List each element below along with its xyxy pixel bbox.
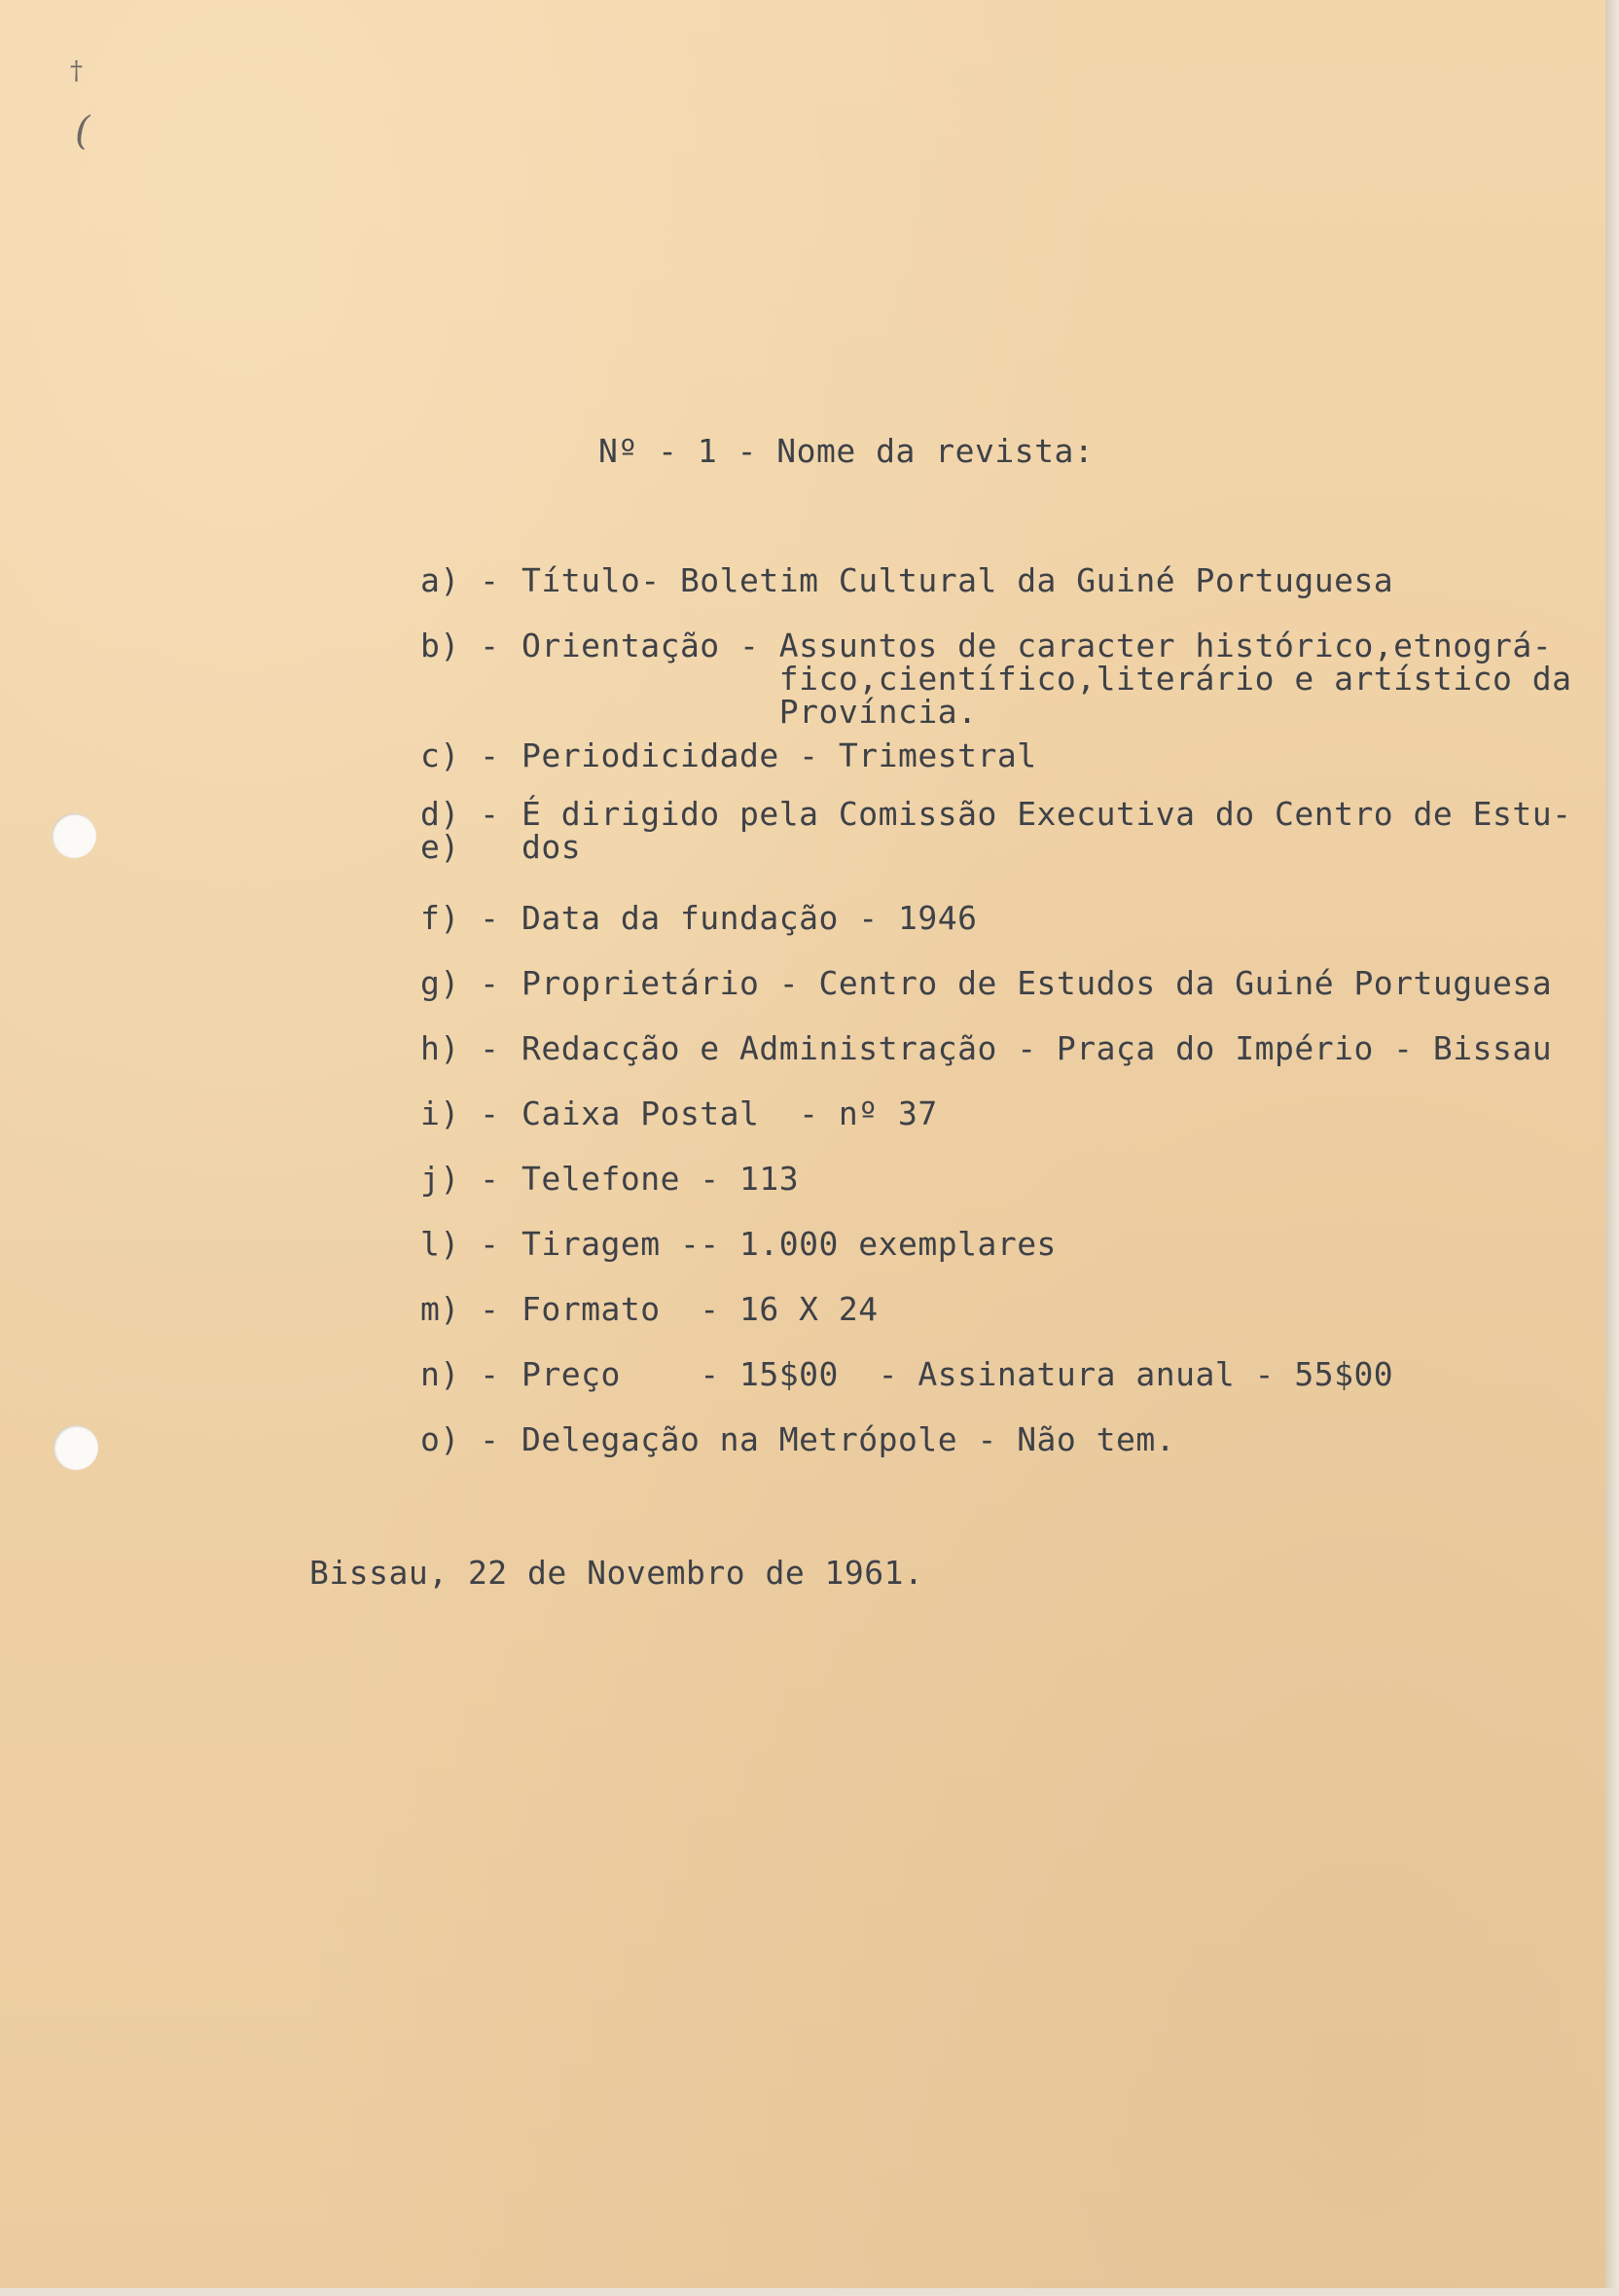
item-label: l) -	[420, 1225, 500, 1263]
list-item	[420, 1355, 1394, 1393]
item-text: Data da fundação - 1946	[522, 899, 978, 937]
item-text: Caixa Postal - nº 37	[522, 1094, 938, 1132]
list-item	[420, 1290, 879, 1328]
item-label: i) -	[420, 1094, 500, 1132]
item-text: Periodicidade - Trimestral	[522, 736, 1037, 774]
item-text: Redacção e Administração - Praça do Império - Bissau	[522, 1029, 1553, 1067]
list-item	[420, 795, 1572, 866]
item-label: g) -	[420, 964, 500, 1002]
item-text: Tiragem -- 1.000 exemplares	[522, 1225, 1057, 1263]
pencil-mark-dagger: †	[70, 56, 83, 86]
list-item	[420, 629, 1572, 729]
item-label: a) -	[420, 561, 500, 599]
document-heading: Nº - 1 - Nome da revista:	[598, 432, 1095, 470]
item-label: b) -	[420, 627, 500, 664]
item-label: m) -	[420, 1290, 500, 1328]
closing-date-line: Bissau, 22 de Novembro de 1961.	[309, 1554, 924, 1592]
list-item	[420, 1029, 1553, 1067]
list-item	[420, 1094, 938, 1132]
punch-hole-upper	[52, 813, 96, 858]
item-text: Preço - 15$00 - Assinatura anual - 55$00	[522, 1355, 1394, 1393]
list-item	[420, 561, 1394, 599]
item-label: h) -	[420, 1029, 500, 1067]
punch-hole-lower	[54, 1425, 98, 1470]
item-text: Formato - 16 X 24	[522, 1290, 879, 1328]
scan-edge-bottom	[0, 2288, 1619, 2296]
list-item	[420, 964, 1553, 1002]
item-text: Delegação na Metrópole - Não tem.	[522, 1420, 1176, 1458]
pencil-mark-stroke: (	[75, 109, 90, 154]
item-label: n) -	[420, 1355, 500, 1393]
item-text: Telefone - 113	[522, 1160, 800, 1198]
list-item	[420, 1160, 800, 1198]
item-text: Proprietário - Centro de Estudos da Guiné Portuguesa	[522, 964, 1553, 1002]
list-item	[420, 1225, 1057, 1263]
list-item	[420, 899, 978, 937]
item-text: É dirigido pela Comissão Executiva do Centro de Estu- dos	[522, 795, 1572, 866]
item-label: d) - e)	[420, 795, 500, 866]
item-text: Título- Boletim Cultural da Guiné Portuguesa	[522, 561, 1394, 599]
item-label: f) -	[420, 899, 500, 937]
item-label: j) -	[420, 1160, 500, 1198]
item-label: c) -	[420, 736, 500, 774]
item-text: Orientação - Assuntos de caracter histórico,etnográ- fico,científico,literário e artístico da Província.	[522, 627, 1572, 731]
scan-edge-right	[1605, 0, 1619, 2296]
item-label: o) -	[420, 1420, 500, 1458]
list-item	[420, 736, 1037, 774]
list-item	[420, 1420, 1176, 1458]
